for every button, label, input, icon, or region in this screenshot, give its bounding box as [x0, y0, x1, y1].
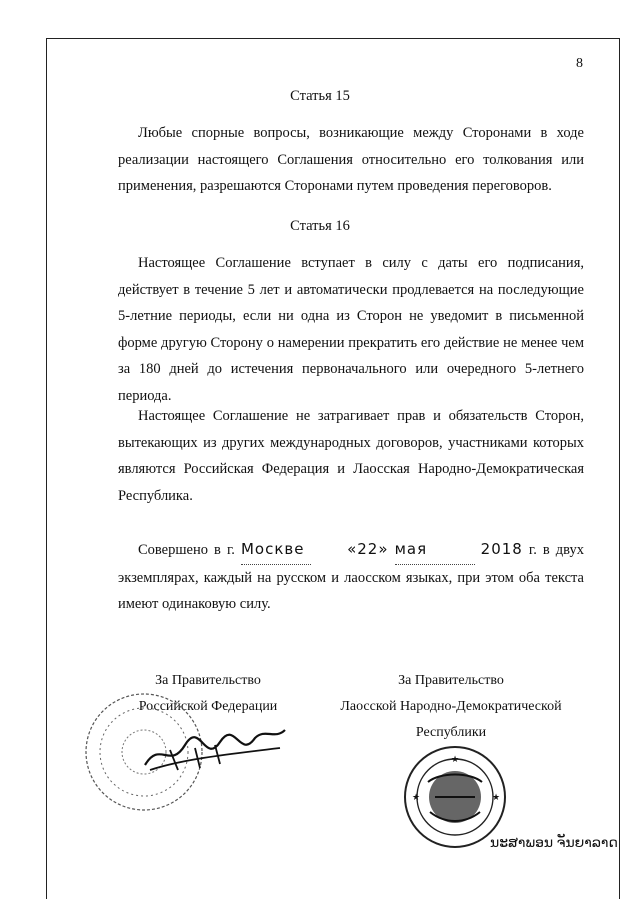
laos-signatory-line3: Республики: [415, 725, 487, 740]
article-16-paragraph-2: Настоящее Соглашение не затрагивает прав и обязательств Сторон, вытекающих из других международных договоров, участниками которых являются Российская Федерация и Лаосская Народно-Демократическая Республика.: [118, 408, 584, 504]
laos-signature-text: ນະສາພອນ ຈັນຍາລາດ: [490, 836, 618, 851]
month-handwritten: мая: [394, 540, 428, 558]
laos-signatory-block: [320, 668, 582, 746]
done-clause: Совершено в г. Москве «22» мая 2018 г. в двух экземплярах, каждый на русском и лаосском языках, при этом оба текста имеют одинаковую силу.: [118, 536, 584, 618]
article-16-title: Статья 16: [290, 218, 350, 234]
laos-signatory-line1: За Правительство: [398, 673, 504, 688]
svg-text:★: ★: [450, 755, 460, 765]
russia-signature-icon: [140, 720, 290, 780]
svg-text:★: ★: [492, 793, 501, 803]
day-handwritten: «22»: [347, 540, 389, 558]
article-15-title: Статья 15: [290, 88, 350, 104]
year-handwritten: 2018: [480, 540, 523, 558]
page-number: 8: [576, 56, 583, 71]
article-16-paragraph-1: Настоящее Соглашение вступает в силу с даты его подписания, действует в течение 5 лет и автоматически продлевается на последующие 5-летние периоды, если ни одна из Сторон не уведомит в письменной форме другую Сторону о намерении прекратить его действие не менее чем за 180 дней до истечения первоначального или очередного 5-летнего периода.: [118, 255, 584, 404]
laos-signatory-line2: Лаосской Народно-Демократической: [340, 699, 562, 714]
article-15-text: Любые спорные вопросы, возникающие между Сторонами в ходе реализации настоящего Соглашения относительно его толкования или применения, разрешаются Сторонами путем проведения переговоров.: [118, 125, 584, 195]
russia-signatory-line1: За Правительство: [155, 673, 261, 688]
russia-signatory-line2: Российской Федерации: [138, 699, 278, 714]
svg-text:★: ★: [412, 793, 421, 803]
city-handwritten: Москве: [240, 540, 305, 558]
